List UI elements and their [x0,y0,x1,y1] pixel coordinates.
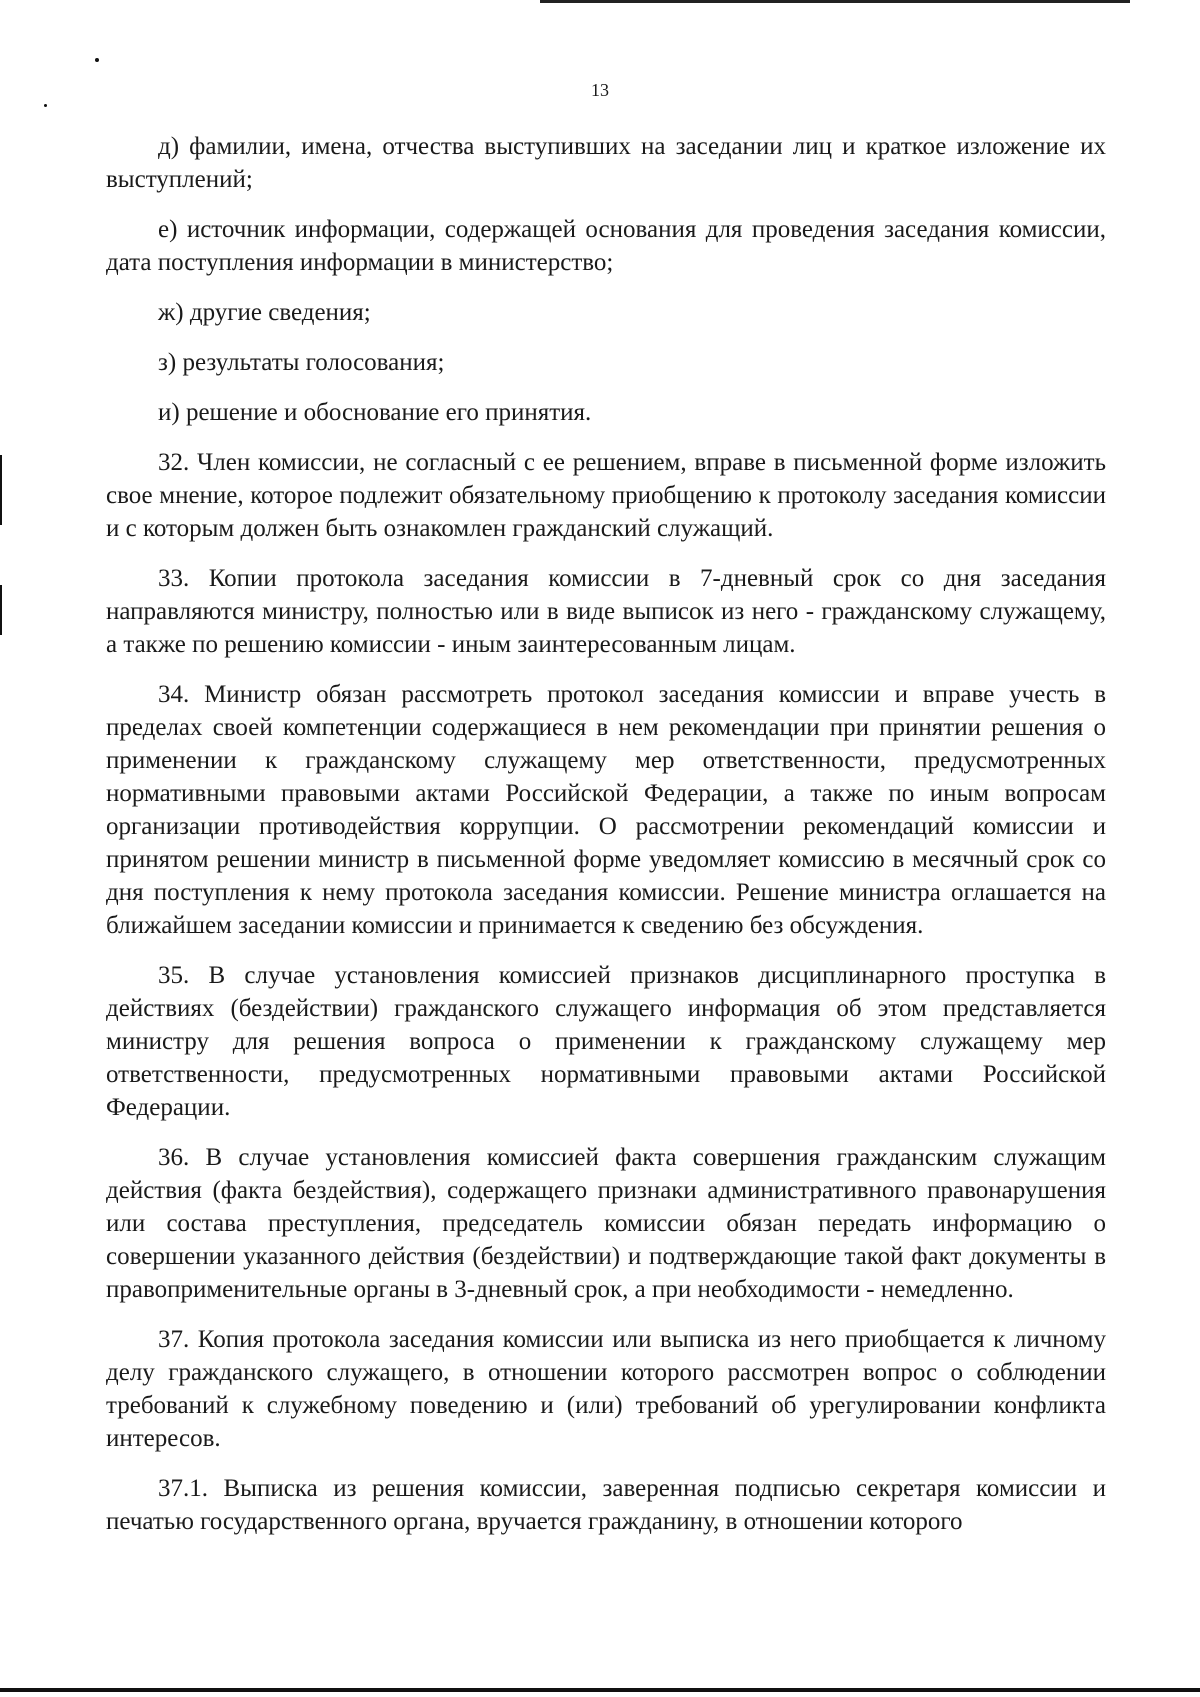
paragraph-d: д) фамилии, имена, отчества выступивших на заседании лиц и краткое изложение их выступлений; [106,133,1106,193]
paragraph-34: 34. Министр обязан рассмотреть протокол заседания комиссии и вправе учесть в пределах своей компетенции содержащиеся в нем рекомендации при принятии решения о применении к гражданскому служащему мер ответственности, предусмотренных нормативными правовыми актами Российской Федерации, а также по иным вопросам организации противодействия коррупции. О рассмотрении рекомендаций комиссии и принятом решении министр в письменной форме уведомляет комиссию в месячный срок со дня поступления к нему протокола заседания комиссии. Решение министра оглашается на ближайшем заседании комиссии и принимается к сведению без обсуждения. [106,681,1106,939]
scan-edge-bottom [0,1688,1200,1692]
scan-speck [44,104,47,107]
scan-speck [95,58,99,62]
paragraph-37: 37. Копия протокола заседания комиссии или выписка из него приобщается к личному делу гражданского служащего, в отношении которого рассмотрен вопрос о соблюдении требований к служебному поведению и (или) требований об урегулировании конфликта интересов. [106,1326,1106,1452]
paragraph-e: е) источник информации, содержащей основания для проведения заседания комиссии, дата поступления информации в министерство; [106,216,1106,276]
scan-edge-left [0,455,2,525]
scan-edge-top [540,0,1130,3]
paragraph-z: з) результаты голосования; [158,349,445,376]
paragraph-37-1: 37.1. Выписка из решения комиссии, заверенная подписью секретаря комиссии и печатью государственного органа, вручается гражданину, в отношении которого [106,1475,1106,1535]
paragraph-32: 32. Член комиссии, не согласный с ее решением, вправе в письменной форме изложить свое мнение, которое подлежит обязательному приобщению к протоколу заседания комиссии и с которым должен быть ознакомлен гражданский служащий. [106,449,1106,542]
paragraph-35: 35. В случае установления комиссией признаков дисциплинарного проступка в действиях (бездействии) гражданского служащего информация об этом представляется министру для решения вопроса о применении к гражданскому служащему мер ответственности, предусмотренных нормативными правовыми актами Российской Федерации. [106,962,1106,1121]
paragraph-zh: ж) другие сведения; [158,299,371,326]
paragraph-33: 33. Копии протокола заседания комиссии в 7-дневный срок со дня заседания направляются министру, полностью или в виде выписок из него - гражданскому служащему, а также по решению комиссии - иным заинтересованным лицам. [106,565,1106,658]
document-body [106,130,1106,1538]
paragraph-i: и) решение и обоснование его принятия. [158,399,592,426]
paragraph-36: 36. В случае установления комиссией факта совершения гражданским служащим действия (факта бездействия), содержащего признаки административного правонарушения или состава преступления, председатель комиссии обязан передать информацию о совершении указанного действия (бездействии) и подтверждающие такой факт документы в правоприменительные органы в 3-дневный срок, а при необходимости - немедленно. [106,1144,1106,1303]
scan-edge-left [0,585,2,635]
page-number: 13 [591,80,609,100]
